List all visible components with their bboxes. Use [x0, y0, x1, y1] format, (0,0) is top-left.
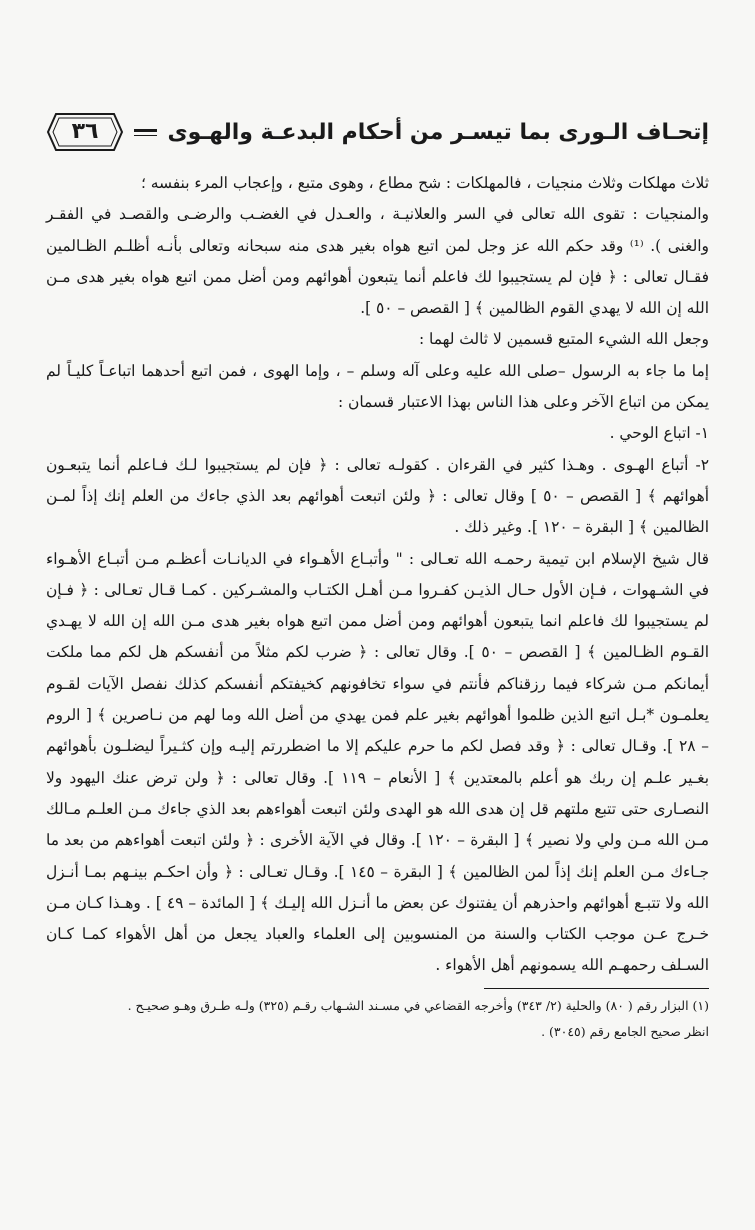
paragraph: ١- اتباع الوحي . — [609, 424, 709, 443]
footnote: انظر صحيح الجامع رقم (٣٠٤٥) . — [541, 1023, 709, 1039]
footnote-separator — [484, 988, 709, 989]
page-header — [46, 110, 709, 154]
paragraph: والمنجيات : تقوى الله تعالى في السر والعلانيـة ، والعـدل في الغضـب والرضـى والقصـد في الفقـر والغنى ). ⁽¹⁾ وقد حكم الله عز وجل لمن اتبع هواه بغير هدى منه سبحانه وتعالى بأنـه أظلـم الظـالمين فقـال تعالى : ﴿ فإن لم يستجيبوا لك فاعلم أنما يتبعون أهوائهم ومن أضل ممن اتبع هواه بغير هدى مـن الله إن الله لا يهدي القوم الظالمين ﴾ [ القصص – ٥٠ ]. — [46, 205, 709, 318]
footnote: (١) البزار رقم ( ٨٠) والحلية (٢/ ٣٤٣) وأخرجه القضاعي في مسـند الشـهاب رقـم (٣٢٥) ولـه طـرق وهـو صحيـح . — [127, 997, 709, 1013]
page-number: ٣٦ — [71, 119, 99, 144]
paragraph: إما ما جاء به الرسول –صلى الله عليه وعلى آله وسلم – ، وإما الهوى ، فمن اتبع أحدهما اتباعـاً كليـاً لم يمكن من اتباع الآخر وعلى هذا الناس بهذا الاعتبار قسمان : — [46, 361, 709, 412]
paragraph: وجعل الله الشيء المتبع قسمين لا ثالث لهما : — [418, 330, 709, 349]
paragraph: ثلاث مهلكات وثلاث منجيات ، فالمهلكات : شح مطاع ، وهوى متبع ، وإعجاب المرء بنفسه ؛ — [141, 174, 709, 192]
header-rule — [134, 129, 157, 136]
running-title: إتحـاف الـورى بما تيسـر من أحكام البدعـة والهـوى — [167, 119, 709, 145]
footnotes — [46, 993, 709, 1045]
paragraph: قال شيخ الإسلام ابن تيمية رحمـه الله تعـالى : " وأتبـاع الأهـواء في الديانـات أعظـم مـن أتبـاع الأهـواء في الشـهوات ، فـإن الأول حـال الذيـن كفـروا مـن أهـل الكتـاب والمشـركين . كمـا قـال تعـالى : ﴿ فـإن لم يستجيبوا لك فاعلم انما يتبعون أهوائهم ومن أضل ممن اتبع هواه بغير هدى مـن الله إن الله لا يهـدي القـوم الظـالمين ﴾ [ القصص – ٥٠ ]. وقال تعالى : ﴿ ضرب لكم مثلاً من أنفسكم هل لكم مما ملكت أيمانكم مـن شركاء فيما رزقناكم فأنتم في سواء تخافونهم كخيفتكم أنفسكم كذلك نفصل الآيات لقـوم يعلمـون *بـل اتبع الذين ظلموا أهوائهم بغير علم فمن يهدي من أضل الله وما لهم من نـاصرين ﴾ [ الروم – ٢٨ ]. وقـال تعالى : ﴿ وقد فصل لكم ما حرم عليكم إلا ما اضطررتم إليـه وإن كثـيراً ليضلـون بأهوائهم بغـير علـم إن ربك هو أعلم بالمعتدين ﴾ [ الأنعام – ١١٩ ]. وقال تعالى : ﴿ ولن ترض عنك اليهود ولا النصـارى حتى تتبع ملتهم قل إن هدى الله هو الهدى ولئن اتبعت أهواءهم بعد الذي جاءك مـن العلـم مـالك مـن الله مـن ولي ولا نصير ﴾ [ البقرة – ١٢٠ ]. وقال في الآية الأخرى : ﴿ ولئن اتبعت أهواءهم من بعد ما جـاءك مـن العلم إنك إذاً لمن الظالمين ﴾ [ البقرة – ١٤٥ ]. وقـال تعـالى : ﴿ وأن احكـم بينـهم بمـا أنـزل الله ولا تتبـع أهوائهم واحذرهم أن يفتنوك عن بعض ما أنـزل الله إليـك ﴾ [ المائدة – ٤٩ ] . وهـذا كـان مـن خـرج عـن موجب الكتاب والسنة من المنسوبين إلى العلماء والعباد يجعل من أهل الأهواء كمـا كـان السـلف رحمهـم الله يسمونهم أهل الأهواء . — [46, 549, 709, 975]
page-number-badge — [46, 112, 124, 152]
paragraph: ٢- أتباع الهـوى . وهـذا كثير في القرءان . كقولـه تعالى : ﴿ فإن لم يستجيبوا لـك فـاعلم أنما يتبعـون أهوائهم ﴾ [ القصص – ٥٠ ] وقال تعالى : ﴿ ولئن اتبعت أهوائهم بعد الذي جاءك من العلم إنك إذاً لمـن الظالمين ﴾ [ البقرة – ١٢٠ ]. وغير ذلك . — [46, 455, 709, 537]
main-text — [46, 168, 709, 982]
